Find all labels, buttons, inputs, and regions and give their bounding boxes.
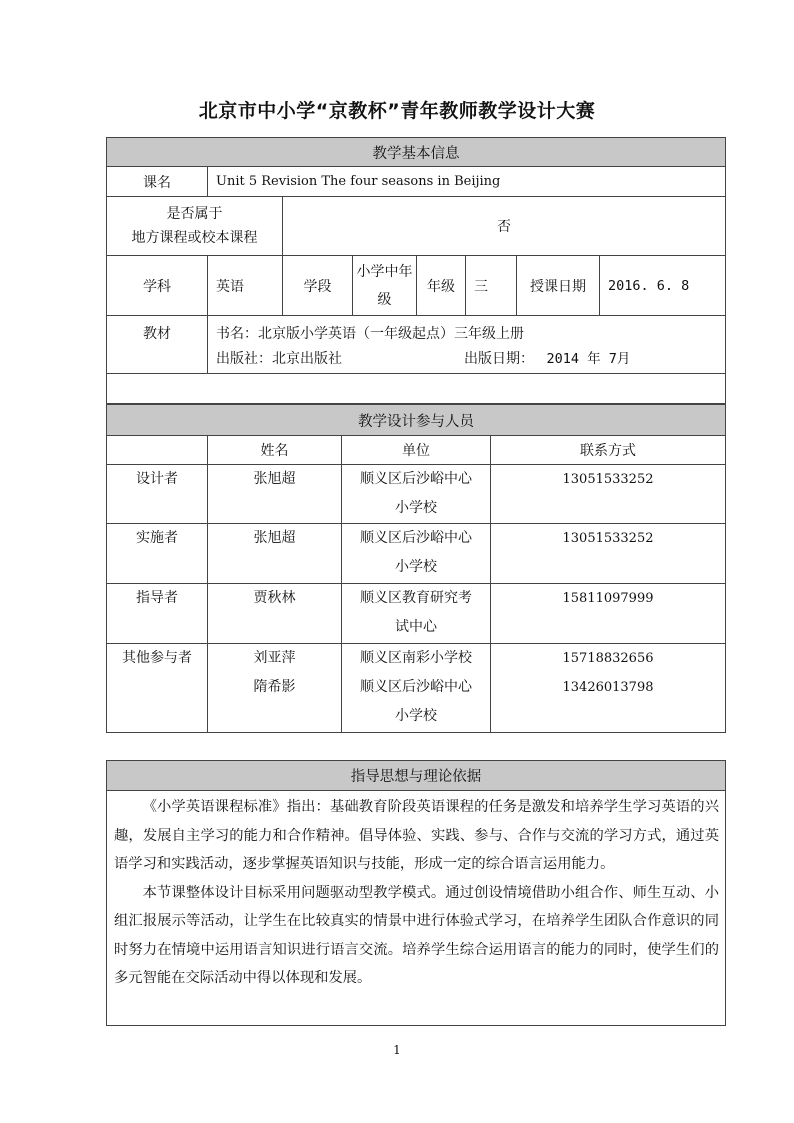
table-row bbox=[107, 465, 726, 524]
phone-cell: 15811097999 bbox=[491, 584, 726, 644]
col-name-header: 姓名 bbox=[208, 436, 342, 465]
local-course-label bbox=[107, 197, 283, 256]
table-row bbox=[107, 524, 726, 584]
stage-value bbox=[353, 256, 417, 316]
guidance-body bbox=[107, 791, 726, 1026]
stage-value-line1: 小学中年 bbox=[356, 263, 413, 280]
role-cell: 实施者 bbox=[107, 524, 208, 584]
participants-table bbox=[106, 404, 726, 733]
unit-cell bbox=[342, 465, 491, 524]
participants-corner bbox=[107, 436, 208, 465]
subject-value: 英语 bbox=[208, 256, 283, 316]
stage-label: 学段 bbox=[283, 256, 353, 316]
textbook-label: 教材 bbox=[107, 316, 208, 374]
role-cell: 指导者 bbox=[107, 584, 208, 644]
name-line: 刘亚萍 bbox=[253, 650, 296, 666]
unit-line: 顺义区后沙峪中心 bbox=[360, 679, 472, 695]
name-cell: 张旭超 bbox=[208, 465, 342, 524]
textbook-publisher-row bbox=[216, 346, 725, 372]
unit-line: 小学校 bbox=[395, 500, 437, 516]
textbook-book-line: 书名：北京版小学英语（一年级起点）三年级上册 bbox=[216, 326, 524, 342]
unit-line: 顺义区后沙峪中心 bbox=[360, 471, 472, 487]
lesson-value: Unit 5 Revision The four seasons in Beijing bbox=[208, 167, 726, 197]
subject-label: 学科 bbox=[107, 256, 208, 316]
page-number: 1 bbox=[393, 1043, 401, 1057]
pubdate-label: 出版日期： bbox=[464, 351, 534, 367]
table-row bbox=[107, 584, 726, 644]
table-row bbox=[107, 644, 726, 733]
unit-line: 试中心 bbox=[395, 619, 437, 635]
basic-info-table bbox=[106, 137, 726, 404]
date-label: 授课日期 bbox=[517, 256, 600, 316]
name-cell: 贾秋林 bbox=[208, 584, 342, 644]
col-contact-header: 联系方式 bbox=[491, 436, 726, 465]
col-unit-header: 单位 bbox=[342, 436, 491, 465]
empty-row bbox=[107, 374, 726, 404]
phone-cell: 13051533252 bbox=[491, 524, 726, 584]
local-course-value: 否 bbox=[283, 197, 726, 256]
textbook-value bbox=[208, 316, 726, 374]
unit-line: 顺义区教育研究考 bbox=[360, 590, 472, 606]
phone-cell: 13051533252 bbox=[491, 465, 726, 524]
unit-line: 顺义区后沙峪中心 bbox=[360, 530, 472, 546]
phone-line: 15718832656 bbox=[562, 651, 654, 666]
role-cell: 设计者 bbox=[107, 465, 208, 524]
unit-cell bbox=[342, 644, 491, 733]
guidance-paragraph: 本节课整体设计目标采用问题驱动型教学模式。通过创设情境借助小组合作、师生互动、小组汇报展示等活动，让学生在比较真实的情景中进行体验式学习，在培养学生团队合作意识的同时努力在情境中运用语言知识进行语言交流。培养学生综合运用语言的能力的同时，使学生们的多元智能在交际活动中得以体现和发展。 bbox=[114, 884, 719, 986]
unit-line: 顺义区南彩小学校 bbox=[360, 650, 472, 666]
guidance-table bbox=[106, 760, 726, 1026]
unit-cell bbox=[342, 524, 491, 584]
grade-label: 年级 bbox=[417, 256, 466, 316]
lesson-label: 课名 bbox=[107, 167, 208, 197]
phone-line: 13426013798 bbox=[562, 680, 654, 695]
participants-header: 教学设计参与人员 bbox=[107, 405, 726, 436]
role-cell: 其他参与者 bbox=[107, 644, 208, 733]
page-title: 北京市中小学“京教杯”青年教师教学设计大赛 bbox=[198, 100, 596, 122]
name-cell: 张旭超 bbox=[208, 524, 342, 584]
pubdate-value: 2014 年 7月 bbox=[546, 351, 631, 367]
local-course-label-line1: 是否属于 bbox=[166, 206, 223, 222]
textbook-publisher: 出版社：北京出版社 bbox=[216, 351, 342, 367]
local-course-label-line2: 地方课程或校本课程 bbox=[131, 230, 258, 246]
name-cell bbox=[208, 644, 342, 733]
unit-line: 小学校 bbox=[395, 708, 437, 724]
guidance-header: 指导思想与理论依据 bbox=[107, 761, 726, 791]
unit-cell bbox=[342, 584, 491, 644]
guidance-paragraph: 《小学英语课程标准》指出：基础教育阶段英语课程的任务是激发和培养学生学习英语的兴趣，发展自主学习的能力和合作精神。倡导体验、实践、参与、合作与交流的学习方式，通过英语学习和实践活动，逐步掌握英语知识与技能，形成一定的综合语言运用能力。 bbox=[114, 799, 719, 872]
unit-line: 小学校 bbox=[395, 559, 437, 575]
phone-cell bbox=[491, 644, 726, 733]
basic-info-header: 教学基本信息 bbox=[107, 138, 726, 167]
name-line: 隋希影 bbox=[253, 679, 296, 695]
grade-value: 三 bbox=[466, 256, 517, 316]
stage-value-line2: 级 bbox=[377, 291, 392, 308]
date-value: 2016. 6. 8 bbox=[600, 256, 726, 316]
